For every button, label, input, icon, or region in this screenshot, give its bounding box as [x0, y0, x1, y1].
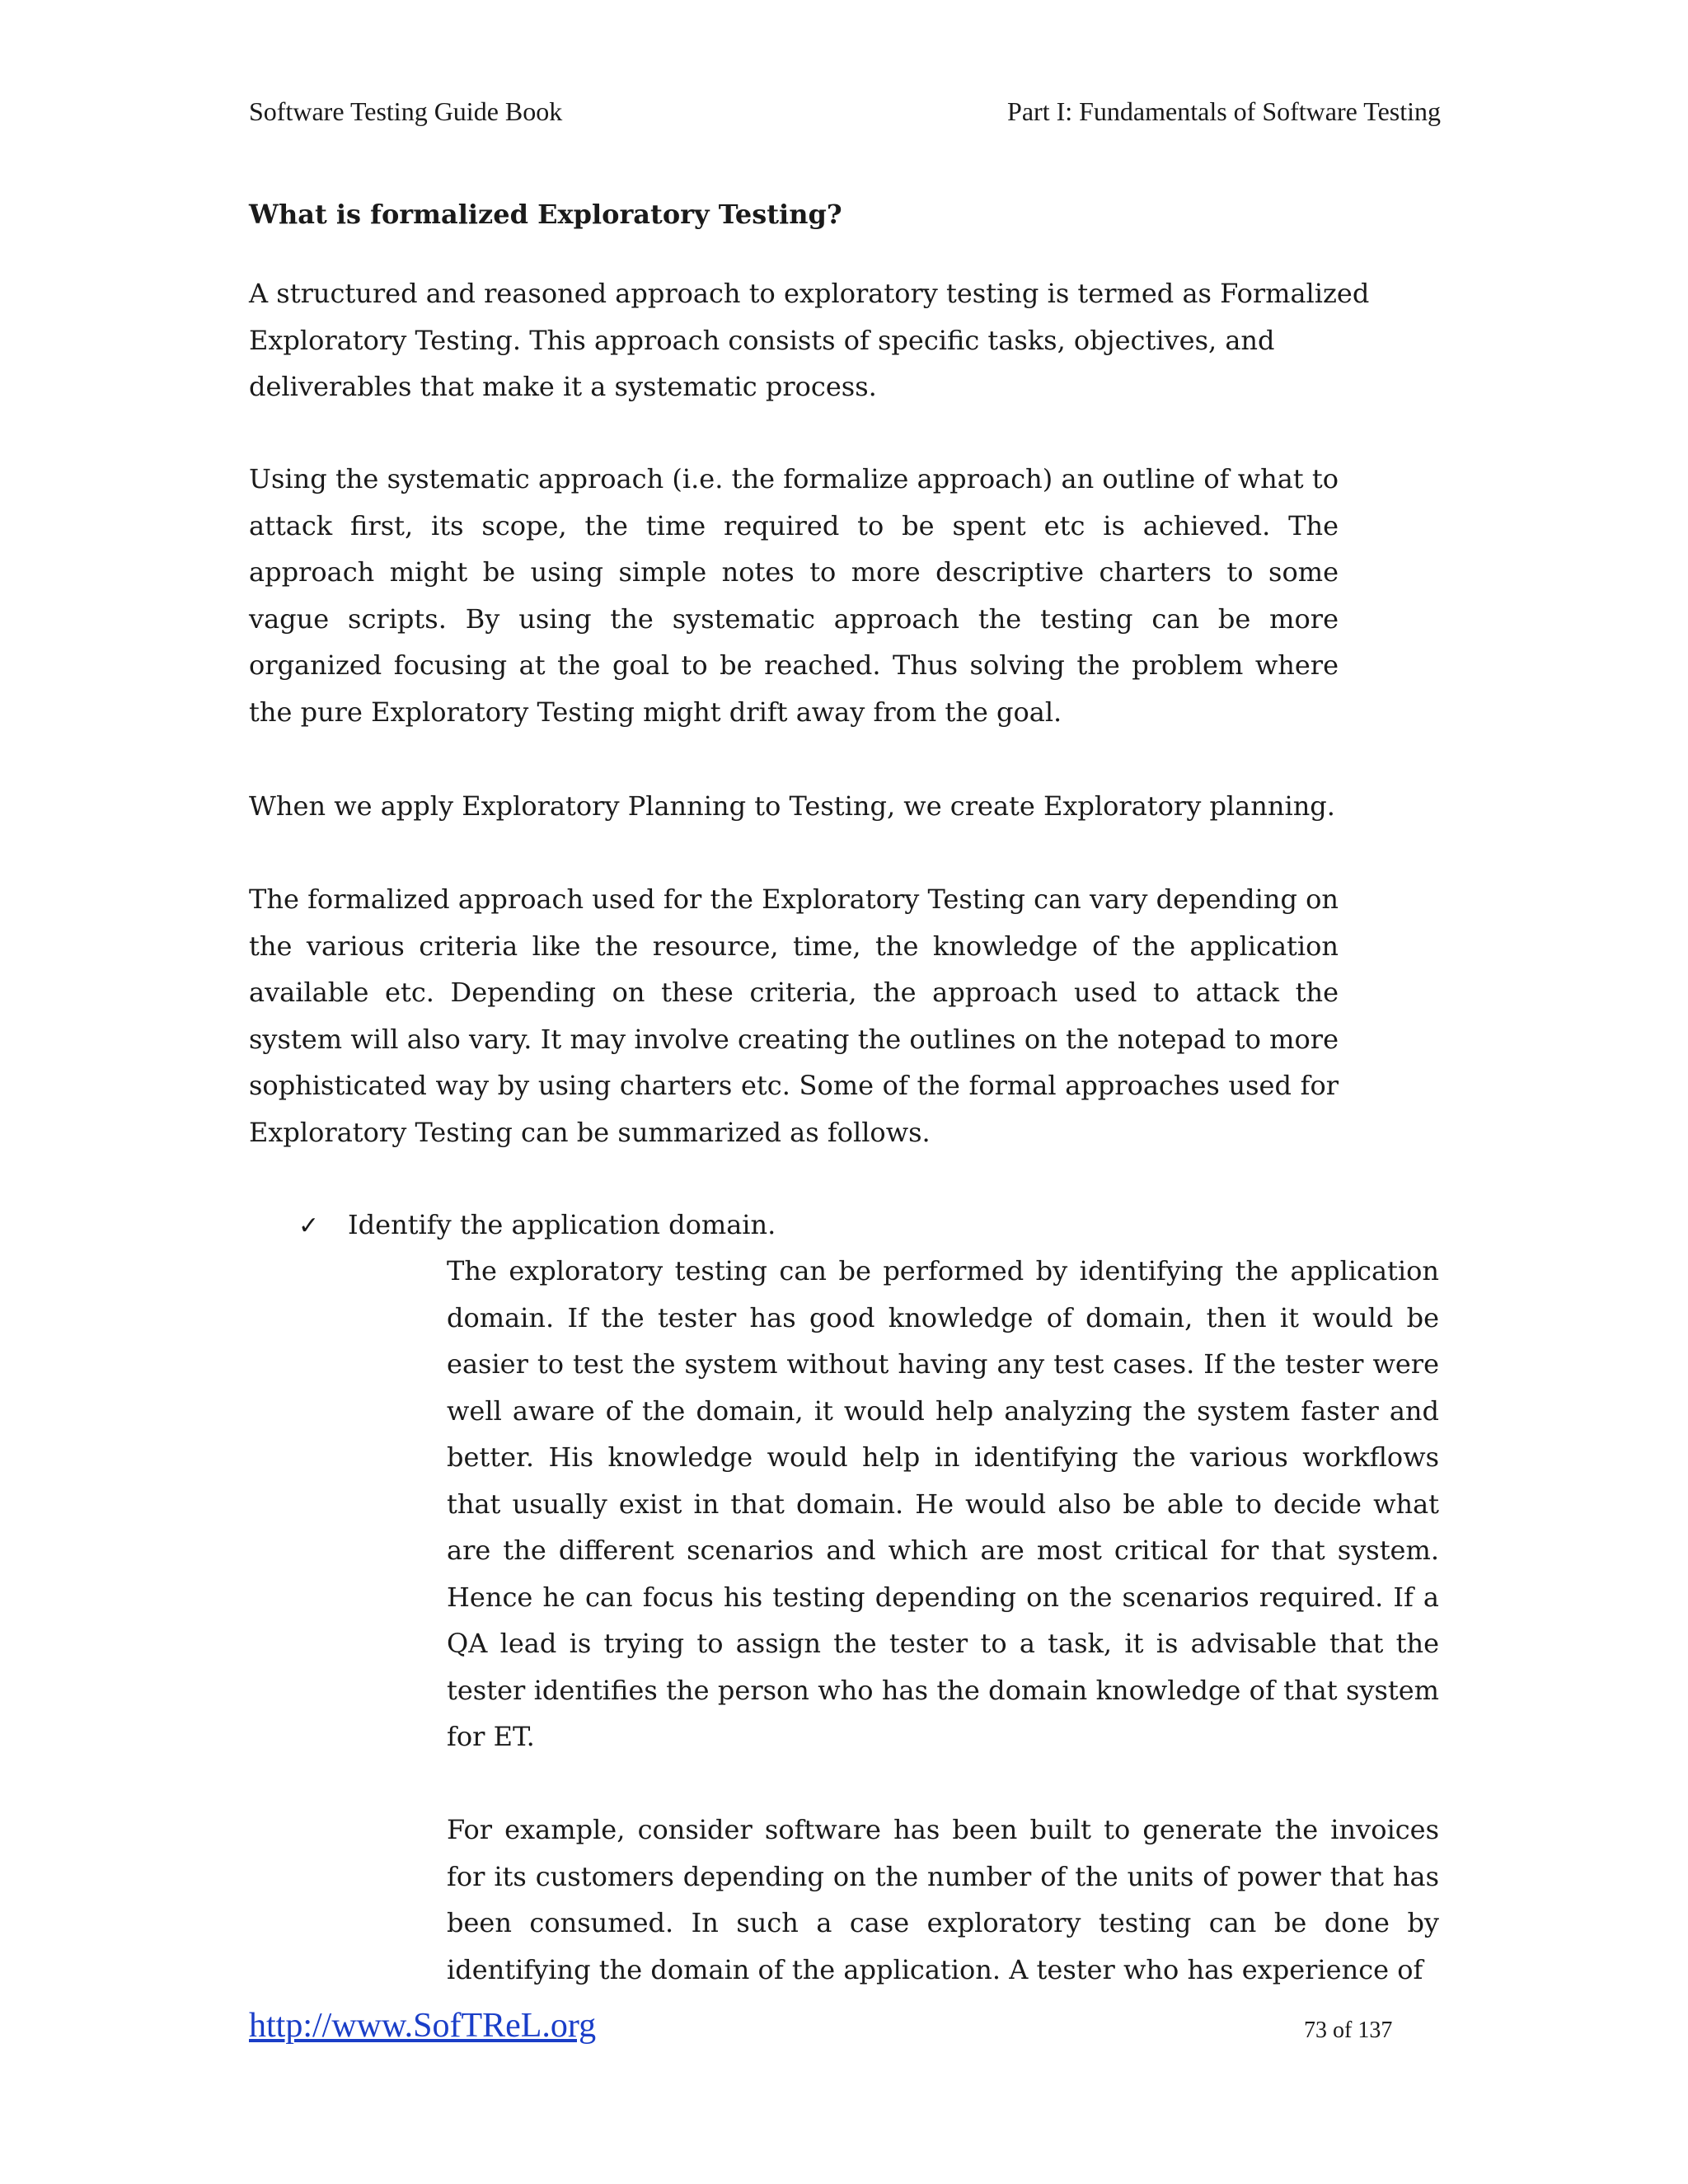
- paragraph-systematic-approach: Using the systematic approach (i.e. the formalize approach) an outline of what to attack first, its scope, the time required to be spent etc is achieved. The approach might be using simple notes to more descriptive charters to some vague scripts. By using the systematic approach the testing can be more organized focusing at the goal to be reached. Thus solving the problem where the pure Exploratory Testing might drift away from the goal.: [249, 463, 1339, 728]
- bullet-item-title: Identify the application domain.: [348, 1209, 776, 1240]
- footer-website-link[interactable]: http://www.SofTReL.org: [249, 2007, 597, 2045]
- paragraph-intro: A structured and reasoned approach to exploratory testing is termed as Formalized Exploratory Testing. This approach consists of specific tasks, objectives, and deliverables that make it a systematic process.: [249, 278, 1370, 402]
- bullet-paragraph-domain-knowledge: The exploratory testing can be performed by identifying the application domain. If the tester has good knowledge of domain, then it would be easier to test the system without having any test cases. If the tester were well aware of the domain, it would help analyzing the system faster and better. His knowledge would help in identifying the various workflows that usually exist in that domain. He would also be able to decide what are the different scenarios and which are most critical for that system. Hence he can focus his testing depending on the scenarios required. If a QA lead is trying to assign the tester to a task, it is advisable that the tester identifies the person who has the domain knowledge of that system for ET.: [447, 1255, 1439, 1752]
- paragraph-formal-approaches: The formalized approach used for the Exploratory Testing can vary depending on the various criteria like the resource, time, the knowledge of the application available etc. Depending on these criteria, the approach used to attack the system will also vary. It may involve creating the outlines on the notepad to more sophisticated way by using charters etc. Some of the formal approaches used for Exploratory Testing can be summarized as follows.: [249, 883, 1339, 1148]
- checkmark-icon: ✓: [298, 1212, 320, 1240]
- page-number: 73 of 137: [1304, 2018, 1393, 2043]
- bullet-paragraph-example: For example, consider software has been built to generate the invoices for its customers depending on the number of the units of power that has been consumed. In such a case exploratory testing can be done by identifying the domain of the application. A tester who has experience of: [447, 1814, 1439, 1985]
- paragraph-exploratory-planning: When we apply Exploratory Planning to Testing, we create Exploratory planning.: [249, 790, 1335, 822]
- bullet-item-application-domain: [298, 1202, 776, 1250]
- section-heading: What is formalized Exploratory Testing?: [249, 199, 842, 230]
- running-header-part: Part I: Fundamentals of Software Testing: [1007, 96, 1441, 126]
- running-header-title: Software Testing Guide Book: [249, 96, 563, 126]
